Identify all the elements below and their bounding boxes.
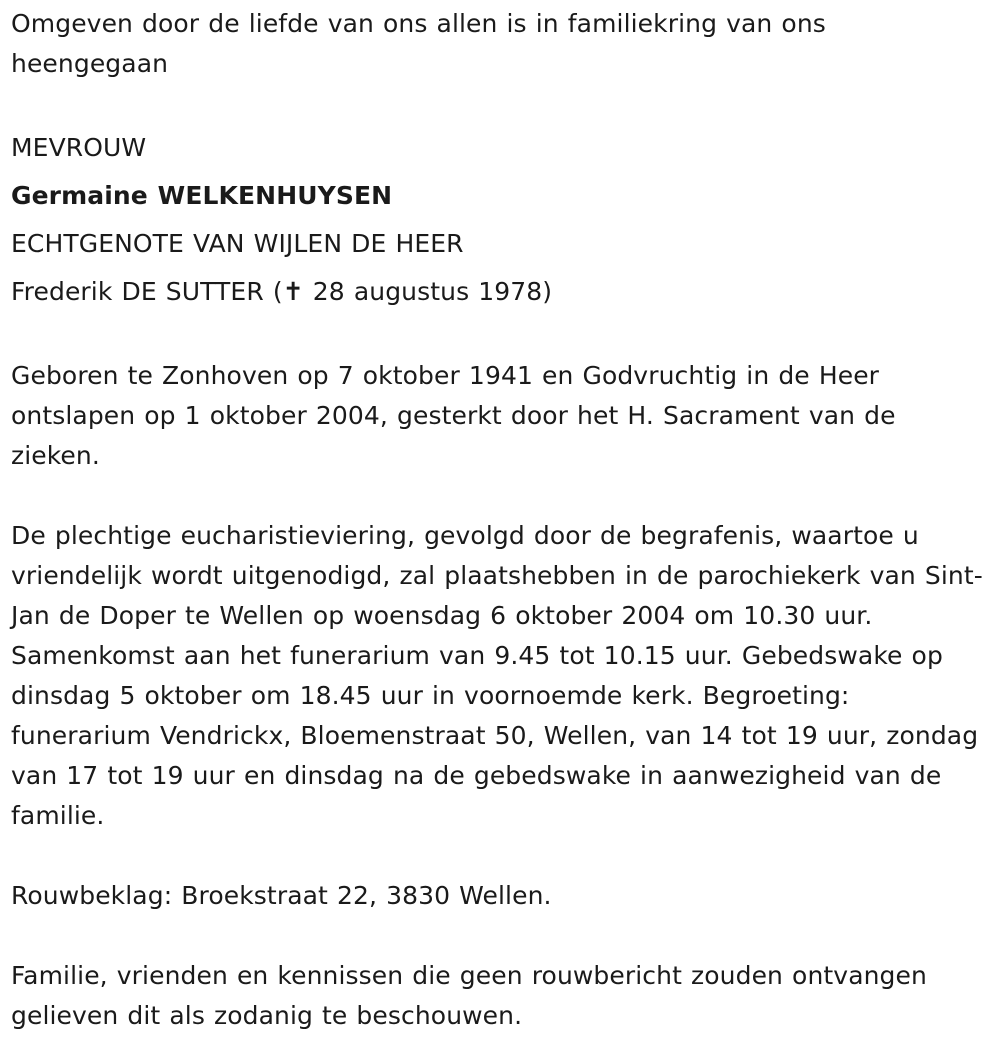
title-line: MEVROUW xyxy=(11,133,147,162)
obituary-notice xyxy=(11,4,991,1036)
intro-paragraph: Omgeven door de liefde van ons allen is in familiekring van ons heengegaan xyxy=(11,9,826,78)
spacer xyxy=(11,316,991,356)
address-paragraph: Rouwbeklag: Broekstraat 22, 3830 Wellen. xyxy=(11,881,552,910)
birth-death-paragraph: Geboren te Zonhoven op 7 oktober 1941 en Godvruchtig in de Heer ontslapen op 1 oktober 2004, gesterkt door het H. Sacrament van de zieken. xyxy=(11,361,896,470)
deceased-name: Germaine WELKENHUYSEN xyxy=(11,181,393,210)
spouse-name: Frederik DE SUTTER (✝ 28 augustus 1978) xyxy=(11,277,553,306)
closing-paragraph: Familie, vrienden en kennissen die geen rouwbericht zouden ontvangen gelieven dit als zodanig te beschouwen. xyxy=(11,961,927,1030)
spacer xyxy=(11,836,991,876)
spacer xyxy=(11,916,991,956)
spacer xyxy=(11,476,991,516)
spacer xyxy=(11,84,991,124)
ceremony-paragraph: De plechtige eucharistieviering, gevolgd door de begrafenis, waartoe u vriendelijk wordt uitgenodigd, zal plaatshebben in de parochiekerk van Sint-Jan de Doper te Wellen op woensdag 6 oktober 2004 om 10.30 uur. Samenkomst aan het funerarium van 9.45 tot 10.15 uur. Gebedswake op dinsdag 5 oktober om 18.45 uur in voornoemde kerk. Begroeting: funerarium Vendrickx, Bloemenstraat 50, Wellen, van 14 tot 19 uur, zondag van 17 tot 19 uur en dinsdag na de gebedswake in aanwezigheid van de familie. xyxy=(11,521,983,830)
spouse-prefix: ECHTGENOTE VAN WIJLEN DE HEER xyxy=(11,229,464,258)
